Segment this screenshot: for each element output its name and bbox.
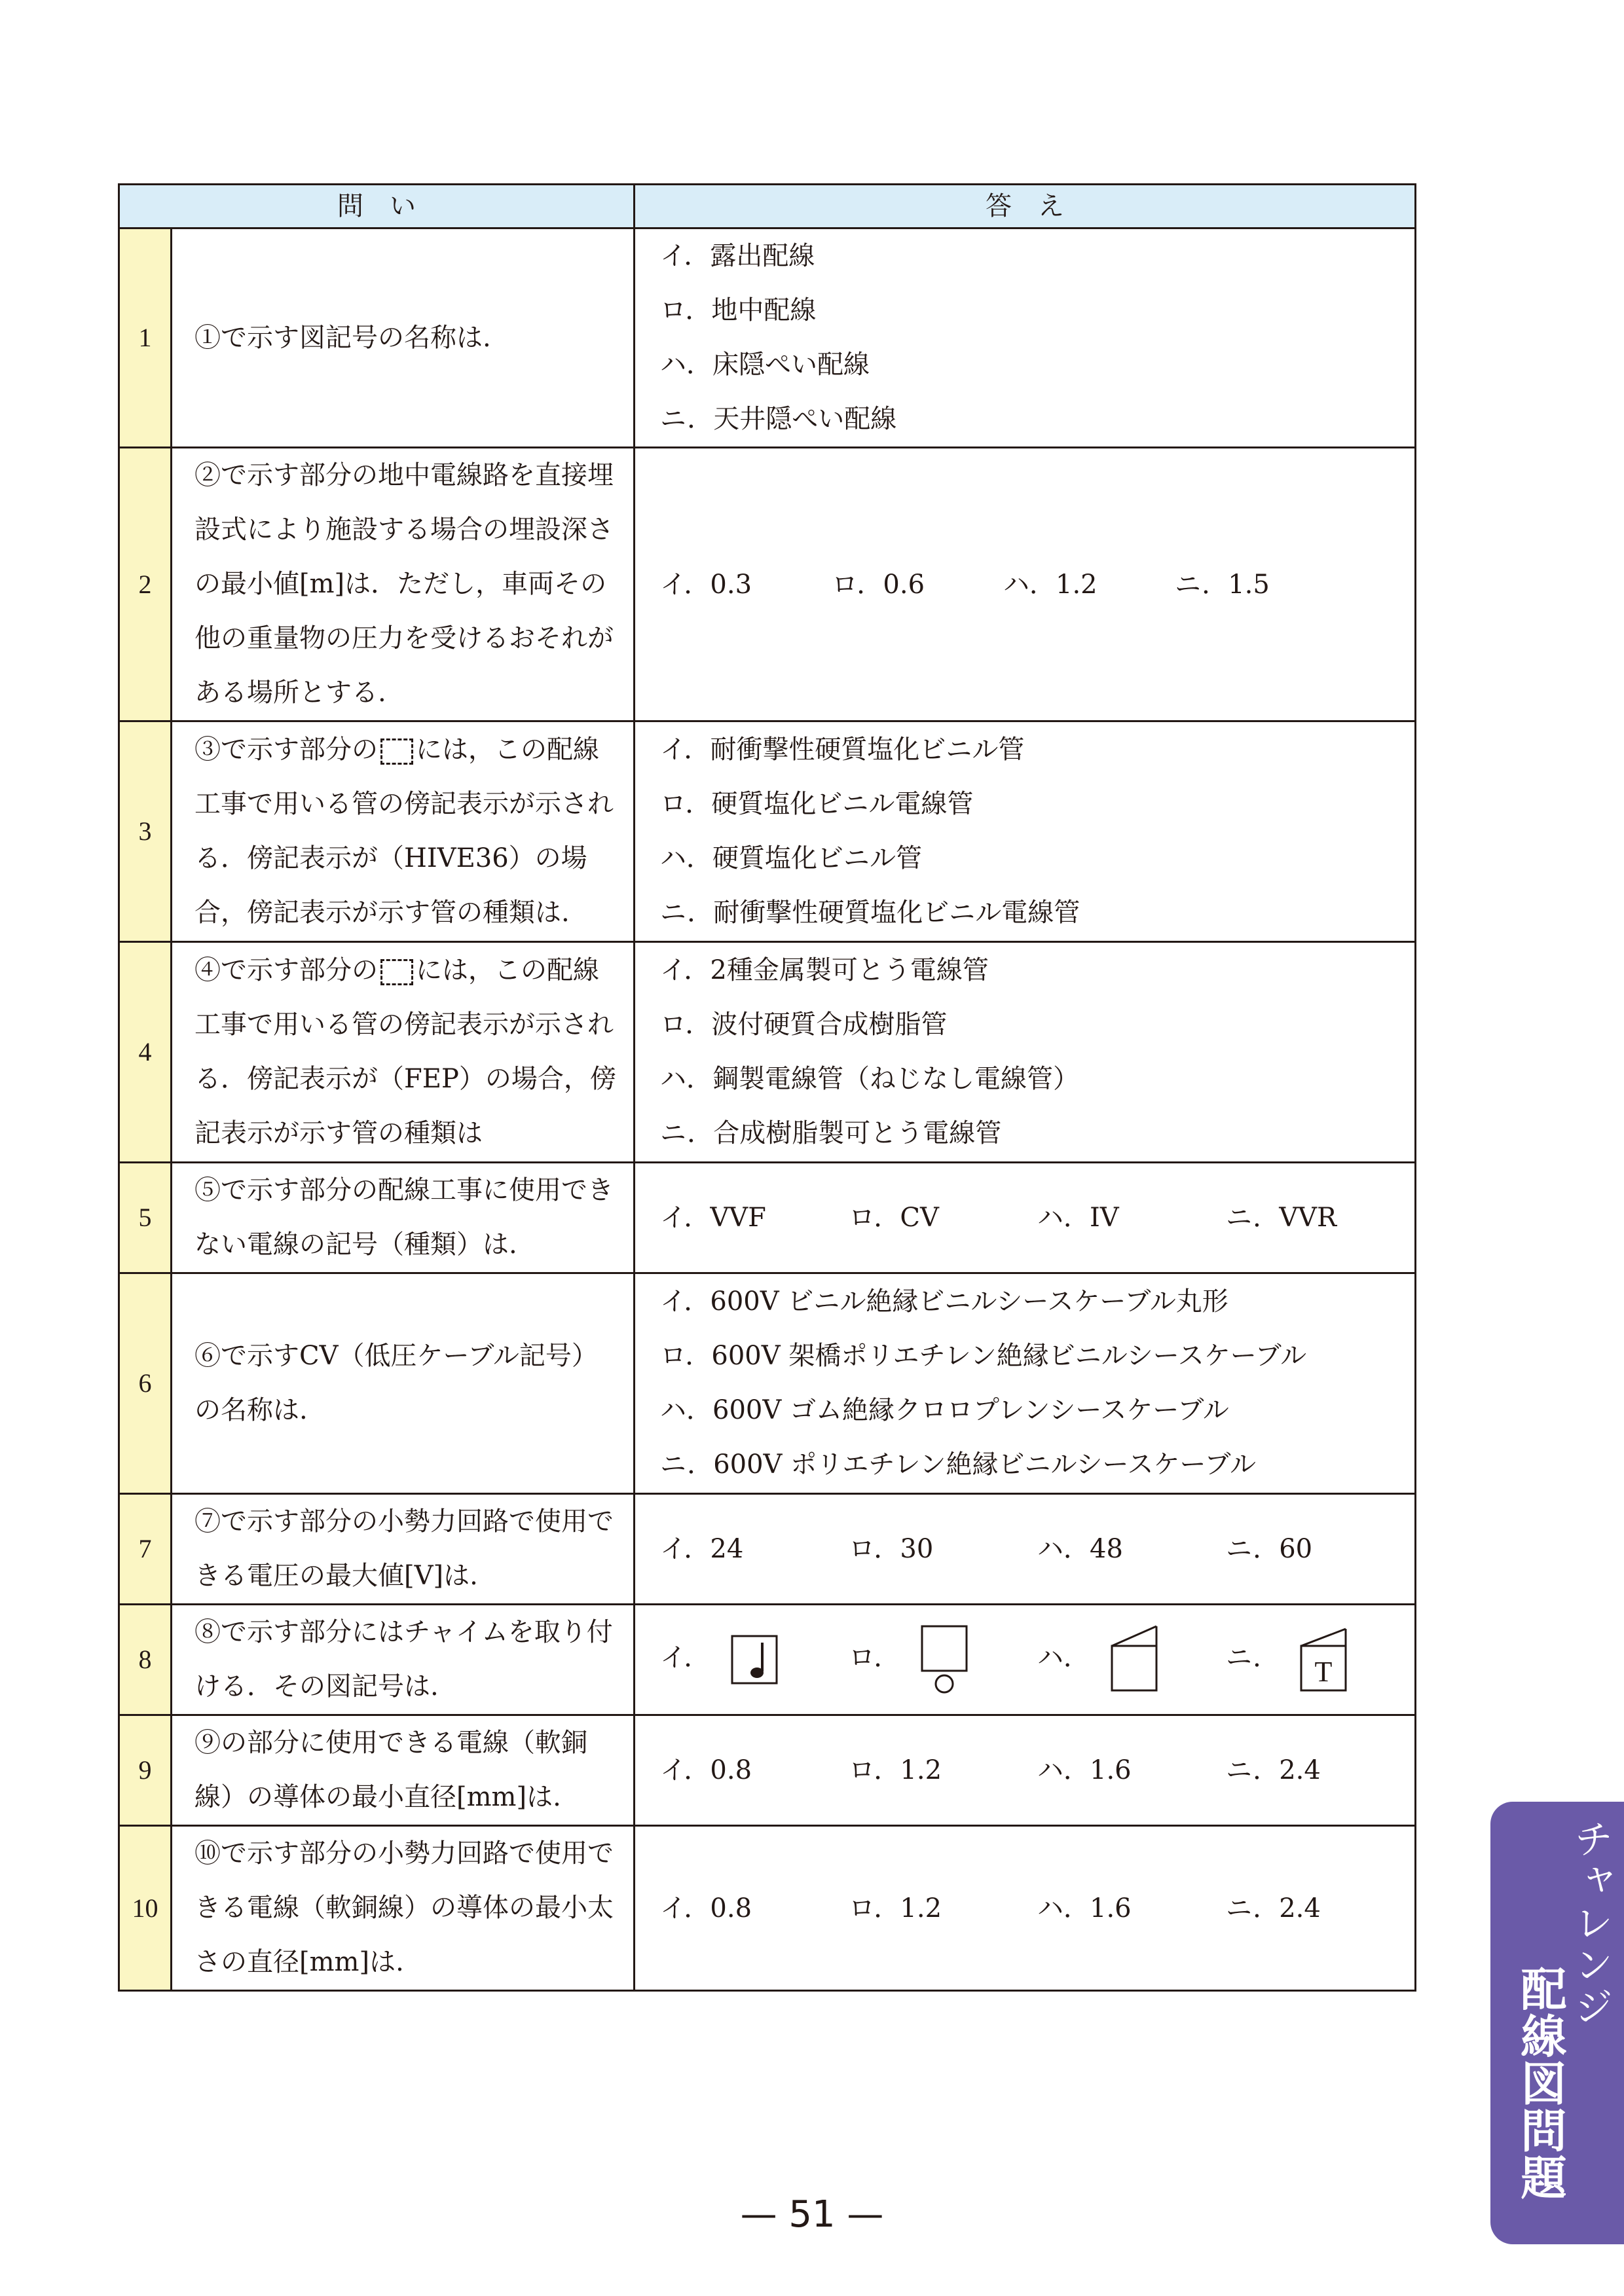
option-ha: ハ．1.6: [1037, 1755, 1132, 1785]
answer-cell: [635, 448, 1416, 721]
option-ni: ニ．天井隠ぺい配線: [660, 404, 897, 434]
side-tab-title: 配線図問題: [1513, 1965, 1567, 2201]
page-number: — 51 —: [740, 2193, 884, 2236]
question-cell: [172, 1494, 635, 1605]
question-text: ③で示す部分の には，この配線工事で用いる管の傍記表示が示される．傍記表示が（HIVE36）の場合，傍記表示が示す管の種類は.: [194, 735, 614, 928]
answer-cell: [635, 1715, 1416, 1826]
option-ro: ロ．1.2: [849, 1755, 942, 1785]
question-cell: [172, 1715, 635, 1826]
question-cell: [172, 721, 635, 942]
symbol-t-label: T: [1314, 1656, 1333, 1688]
option-ro: ロ．0.6: [832, 569, 925, 600]
table-row: [119, 942, 1416, 1163]
chapter-side-tab: [1490, 1802, 1624, 2244]
option-ni: ニ．60: [1226, 1534, 1313, 1564]
option-ro: ロ．30: [849, 1534, 934, 1564]
option-ni: ニ．VVR: [1226, 1203, 1337, 1233]
option-i: イ．耐衝撃性硬質塩化ビニル管: [660, 735, 1025, 765]
question-text: ⑨の部分に使用できる電線（軟銅線）の導体の最小直径[mm]は.: [194, 1728, 587, 1812]
question-text: ④で示す部分の には，この配線工事で用いる管の傍記表示が示される．傍記表示が（FEP）の場合，傍記表示が示す管の種類は: [194, 955, 616, 1148]
box-with-slant-line-symbol-icon: [1109, 1624, 1159, 1696]
table-row: [119, 1605, 1416, 1715]
option-i: イ．: [660, 1633, 849, 1686]
option-ha: ハ．IV: [1037, 1203, 1119, 1233]
option-ni: ニ．2.4: [1226, 1893, 1321, 1923]
option-ni: ニ．耐衝撃性硬質塩化ビニル電線管: [660, 898, 1080, 928]
option-ni: ニ．2.4: [1226, 1755, 1321, 1785]
option-i: イ．VVF: [660, 1203, 766, 1233]
question-number: 10: [119, 1826, 172, 1991]
question-number: 2: [119, 448, 172, 721]
question-cell: [172, 448, 635, 721]
option-ha: ハ．床隠ぺい配線: [660, 350, 870, 380]
option-i: イ．2種金属製可とう電線管: [660, 955, 989, 985]
table-row: [119, 448, 1416, 721]
option-ha: ハ．硬質塩化ビニル管: [660, 843, 922, 873]
question-cell: [172, 1826, 635, 1991]
table-row: [119, 1715, 1416, 1826]
option-i: イ．露出配線: [660, 241, 815, 271]
option-ro: ロ．1.2: [849, 1893, 942, 1923]
option-ro: ロ．CV: [849, 1203, 939, 1233]
question-number: 7: [119, 1494, 172, 1605]
question-text: ⑦で示す部分の小勢力回路で使用できる電圧の最大値[V]は.: [194, 1506, 614, 1591]
question-text: ⑩で示す部分の小勢力回路で使用できる電線（軟銅線）の導体の最小太さの直径[mm]は.: [194, 1838, 614, 1977]
question-cell: [172, 1163, 635, 1273]
answer-cell: [635, 1826, 1416, 1991]
question-text: ①で示す図記号の名称は.: [194, 322, 491, 353]
question-cell: [172, 1273, 635, 1494]
option-ni: ニ．600V ポリエチレン絶縁ビニルシースケーブル: [660, 1449, 1256, 1480]
answer-cell: [635, 1605, 1416, 1715]
table-row: [119, 721, 1416, 942]
blank-box-icon: [380, 738, 413, 765]
option-i: イ．0.8: [660, 1893, 752, 1923]
question-number: 9: [119, 1715, 172, 1826]
question-cell: [172, 942, 635, 1163]
table-header-row: [119, 185, 1416, 228]
answer-cell: [635, 1494, 1416, 1605]
option-ha: ハ．: [1037, 1624, 1226, 1696]
table-row: [119, 1826, 1416, 1991]
option-ha: ハ．600V ゴム絶縁クロロプレンシースケーブル: [660, 1395, 1229, 1425]
question-text: ⑧で示す部分にはチャイムを取り付ける．その図記号は.: [194, 1617, 613, 1702]
box-with-circle-symbol-icon: [919, 1624, 969, 1696]
option-ni: ニ．1.5: [1175, 569, 1270, 600]
option-i: イ．600V ビニル絶縁ビニルシースケーブル丸形: [660, 1286, 1228, 1317]
option-i: イ．0.3: [660, 569, 752, 600]
question-text: ②で示す部分の地中電線路を直接埋設式により施設する場合の埋設深さの最小値[m]は．ただし，車両その他の重量物の圧力を受けるおそれがある場所とする.: [194, 460, 614, 708]
question-number: 3: [119, 721, 172, 942]
option-i: イ．24: [660, 1534, 744, 1564]
question-number: 8: [119, 1605, 172, 1715]
table-row: [119, 1163, 1416, 1273]
option-ha: ハ．鋼製電線管（ねじなし電線管）: [660, 1064, 1079, 1094]
option-ni: ニ．合成樹脂製可とう電線管: [660, 1118, 1002, 1148]
answer-cell: [635, 1163, 1416, 1273]
blank-box-icon: [380, 959, 413, 985]
option-ni: ニ． T: [1226, 1624, 1414, 1696]
answer-cell: [635, 228, 1416, 448]
option-ro: ロ．600V 架橋ポリエチレン絶縁ビニルシースケーブル: [660, 1341, 1307, 1371]
option-i: イ．0.8: [660, 1755, 752, 1785]
chime-symbol-icon: [729, 1633, 779, 1686]
question-text: ⑥で示すCV（低圧ケーブル記号）の名称は.: [194, 1341, 598, 1425]
option-ha: ハ．1.2: [1003, 569, 1098, 600]
header-answer: 答 え: [635, 185, 1416, 228]
option-ro: ロ．波付硬質合成樹脂管: [660, 1010, 948, 1040]
header-question: 問 い: [119, 185, 635, 228]
answer-cell: [635, 942, 1416, 1163]
table-row: [119, 228, 1416, 448]
question-number: 6: [119, 1273, 172, 1494]
question-cell: [172, 228, 635, 448]
table-row: [119, 1273, 1416, 1494]
question-number: 4: [119, 942, 172, 1163]
question-cell: [172, 1605, 635, 1715]
side-tab-subtitle: チャレンジ: [1568, 1819, 1614, 2028]
option-ha: ハ．1.6: [1037, 1893, 1132, 1923]
question-answer-table: [118, 183, 1416, 1992]
option-ro: ロ．硬質塩化ビニル電線管: [660, 789, 974, 819]
option-ro: ロ．: [849, 1624, 1037, 1696]
question-text: ⑤で示す部分の配線工事に使用できない電線の記号（種類）は.: [194, 1175, 614, 1260]
option-ha: ハ．48: [1037, 1534, 1123, 1564]
question-number: 5: [119, 1163, 172, 1273]
answer-cell: [635, 1273, 1416, 1494]
box-t-with-slant-line-symbol-icon: [1299, 1624, 1348, 1696]
table-row: [119, 1494, 1416, 1605]
question-number: 1: [119, 228, 172, 448]
answer-cell: [635, 721, 1416, 942]
option-ro: ロ．地中配線: [660, 295, 817, 325]
